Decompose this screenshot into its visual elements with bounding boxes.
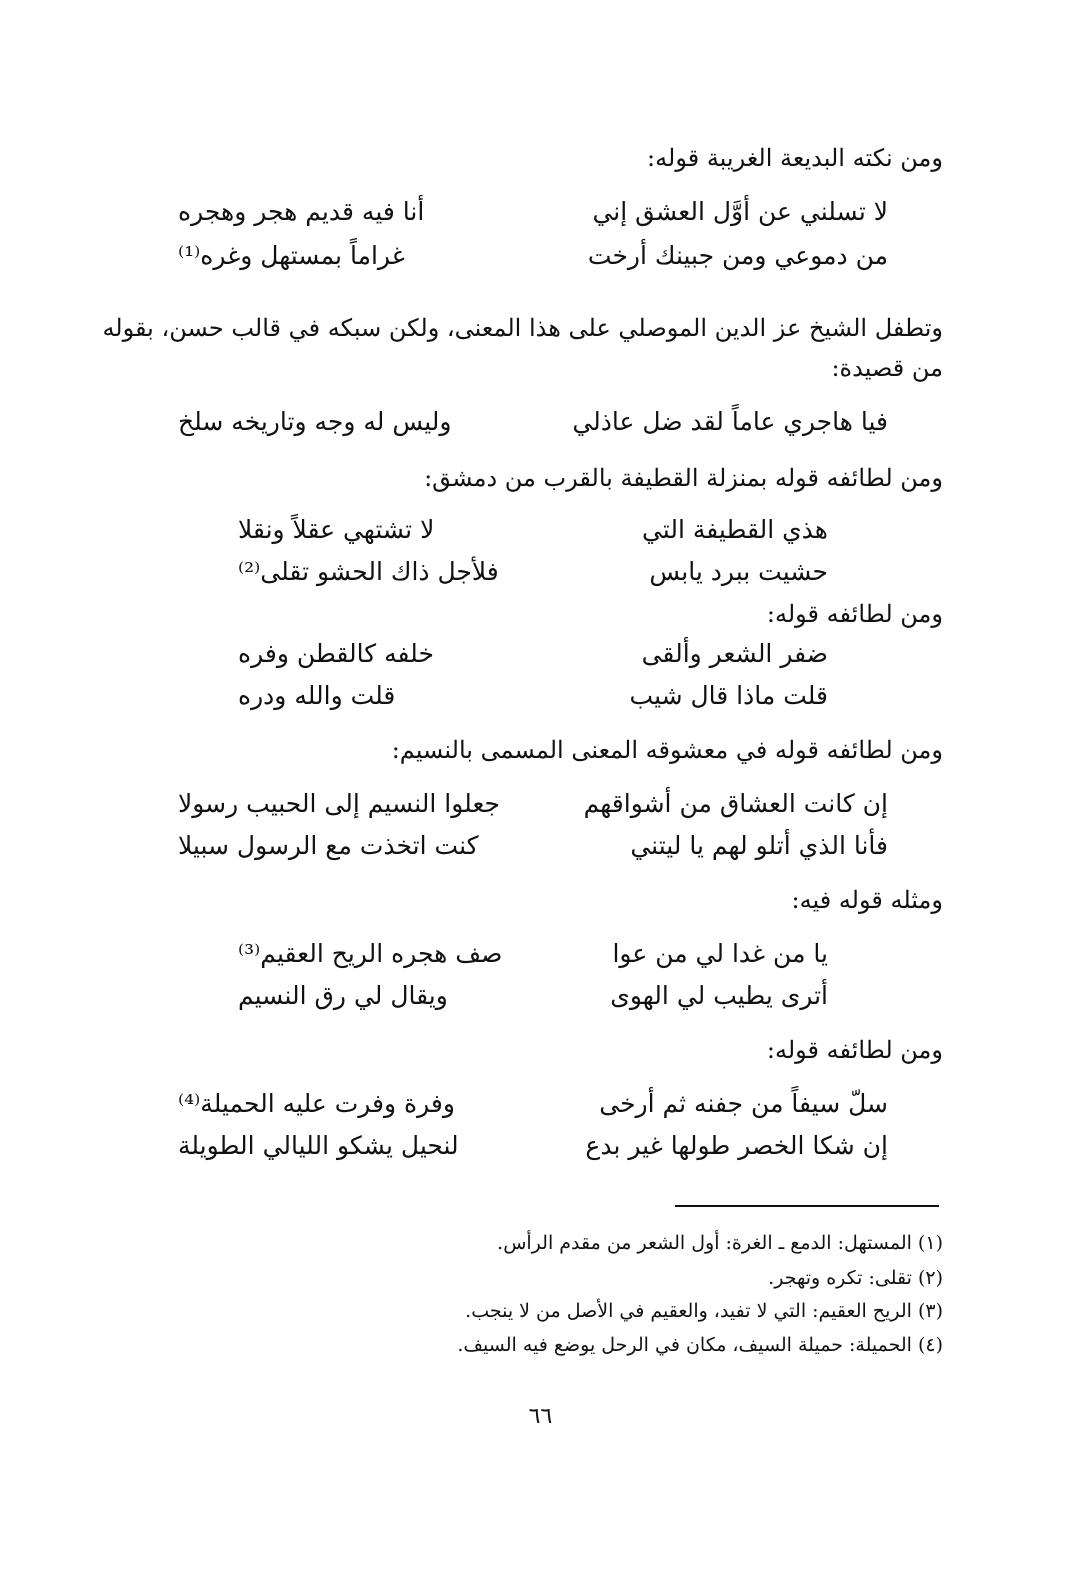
verse-second-hemistich: لا تشتهي عقلاً ونقلا — [238, 515, 435, 544]
prose-line: ومن لطائفه قوله: — [766, 600, 943, 628]
verse-second-hemistich: خلفه كالقطن وفره — [238, 639, 434, 668]
verse-first-hemistich: أترى يطيب لي الهوى — [610, 981, 828, 1010]
prose-line: ومثله قوله فيه: — [791, 886, 943, 914]
verse-second-hemistich: قلت والله ودره — [238, 681, 396, 710]
verse-second-hemistich: صف هجره الريح العقيم⁽³⁾ — [238, 939, 503, 968]
verse-first-hemistich: سلّ سيفاً من جفنه ثم أرخى — [599, 1089, 888, 1118]
prose-line: من قصيدة: — [831, 354, 943, 382]
prose-line: ومن لطائفه قوله: — [766, 1036, 943, 1064]
verse-first-hemistich: لا تسلني عن أوَّل العشق إني — [592, 197, 888, 226]
verse-first-hemistich: حشيت ببرد يابس — [649, 557, 828, 586]
verse-first-hemistich: من دموعي ومن جبينك أرخت — [587, 241, 888, 270]
verse-second-hemistich: كنت اتخذت مع الرسول سبيلا — [178, 831, 479, 860]
footnote: (١) المستهل: الدمع ـ الغرة: أول الشعر من مقدم الرأس. — [497, 1232, 943, 1254]
footnote: (٣) الريح العقيم: التي لا تفيد، والعقيم في الأصل من لا ينجب. — [465, 1300, 943, 1322]
verse-second-hemistich: أنا فيه قديم هجر وهجره — [178, 197, 425, 226]
footnote: (٤) الحميلة: حميلة السيف، مكان في الرحل يوضع فيه السيف. — [457, 1334, 943, 1356]
verse-second-hemistich: ويقال لي رق النسيم — [238, 981, 448, 1010]
prose-line: وتطفل الشيخ عز الدين الموصلي على هذا المعنى، ولكن سبكه في قالب حسن، بقوله — [102, 314, 943, 342]
prose-line: ومن لطائفه قوله بمنزلة القطيفة بالقرب من دمشق: — [424, 464, 943, 492]
verse-first-hemistich: إن كانت العشاق من أشواقهم — [583, 789, 888, 818]
verse-second-hemistich: وفرة وفرت عليه الحميلة⁽⁴⁾ — [178, 1089, 455, 1118]
footnote: (٢) تقلى: تكره وتهجر. — [768, 1267, 943, 1289]
prose-line: ومن لطائفه قوله في معشوقه المعنى المسمى بالنسيم: — [391, 736, 943, 764]
verse-first-hemistich: إن شكا الخصر طولها غير بدع — [585, 1131, 888, 1160]
verse-first-hemistich: ضفر الشعر وألقى — [641, 639, 828, 668]
prose-line: ومن نكته البديعة الغريبة قوله: — [647, 144, 943, 172]
verse-first-hemistich: فأنا الذي أتلو لهم يا ليتني — [630, 831, 888, 860]
verse-first-hemistich: فيا هاجري عاماً لقد ضل عاذلي — [572, 407, 888, 436]
verse-second-hemistich: لنحيل يشكو الليالي الطويلة — [178, 1131, 459, 1160]
verse-second-hemistich: غراماً بمستهل وغره⁽¹⁾ — [178, 241, 405, 270]
verse-first-hemistich: قلت ماذا قال شيب — [629, 681, 828, 710]
verse-second-hemistich: وليس له وجه وتاريخه سلخ — [178, 407, 452, 436]
footnote-divider — [675, 1205, 939, 1207]
verse-first-hemistich: هذي القطيفة التي — [641, 515, 828, 544]
page-number: ٦٦ — [528, 1404, 553, 1429]
verse-first-hemistich: يا من غدا لي من عوا — [612, 939, 828, 968]
verse-second-hemistich: جعلوا النسيم إلى الحبيب رسولا — [178, 789, 500, 818]
verse-second-hemistich: فلأجل ذاك الحشو تقلى⁽²⁾ — [238, 557, 499, 586]
